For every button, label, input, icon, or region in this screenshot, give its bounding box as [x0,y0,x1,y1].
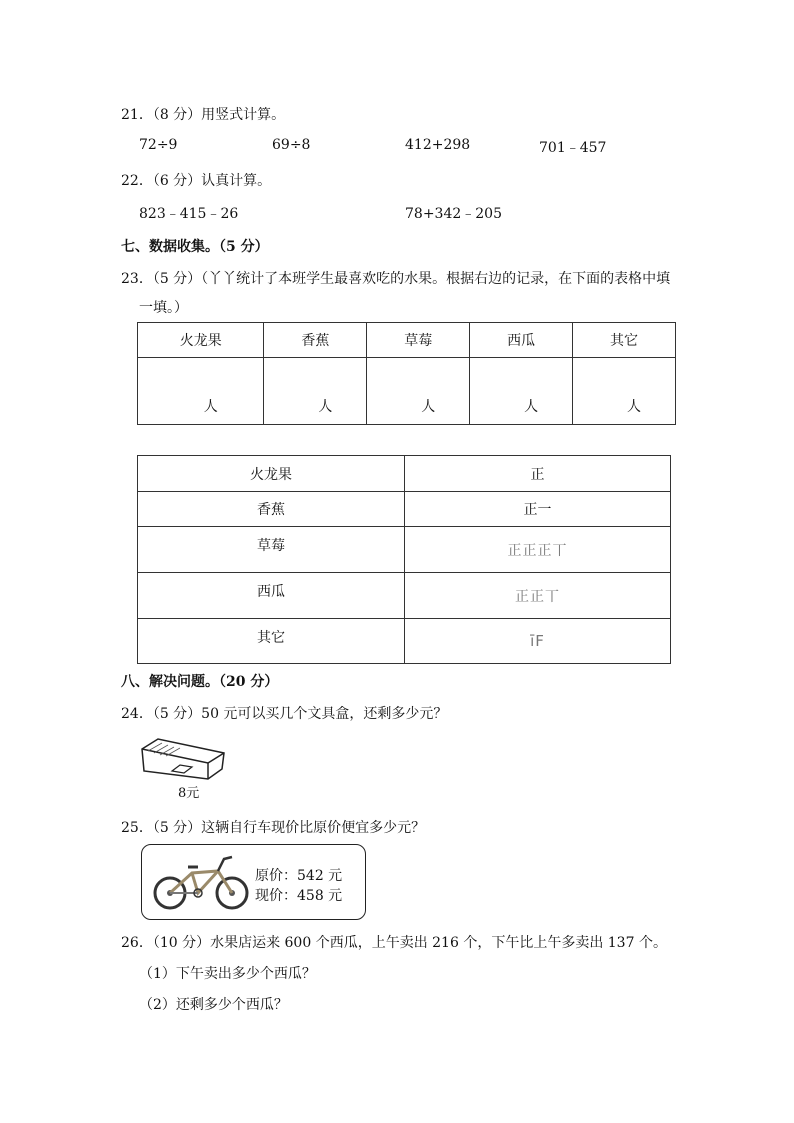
answer-cell[interactable] [367,358,470,425]
q24-title: 24．（5 分）50 元可以买几个文具盒，还剩多少元？ [121,706,448,722]
section-8-heading: 八、解决问题。（20 分） [121,674,279,690]
tally-fruit: 火龙果 [138,456,405,492]
tally-marks: īF [405,619,671,664]
header-banana: 香蕉 [264,323,367,358]
tally-fruit: 西瓜 [138,573,405,619]
q21-item-4: 701﹣457 [539,140,607,156]
tally-fruit: 草莓 [138,527,405,573]
tally-table [137,455,671,664]
unit-label: 人 [627,399,642,415]
q21-title: 21．（8 分）用竖式计算。 [121,107,286,123]
q22-title: 22．（6 分）认真计算。 [121,173,272,189]
q22-item-1: 823﹣415﹣26 [139,206,239,222]
q21-item-1: 72÷9 [139,137,178,153]
q25-title: 25．（5 分）这辆自行车现价比原价便宜多少元？ [121,820,426,836]
header-other: 其它 [573,323,676,358]
q22-item-2: 78+342﹣205 [405,206,502,222]
answer-cell[interactable] [573,358,676,425]
answer-table [137,322,676,425]
tally-marks: 正正正丅 [405,527,671,573]
section-7-heading: 七、数据收集。（5 分） [121,239,269,255]
bicycle-icon [152,851,250,911]
q26-title: 26．（10 分）水果店运来 600 个西瓜，上午卖出 216 个，下午比上午多卖出 137 个。 [121,935,667,951]
tally-marks: 正正丅 [405,573,671,619]
tally-fruit: 其它 [138,619,405,664]
unit-label: 人 [421,399,436,415]
header-strawberry: 草莓 [367,323,470,358]
pencil-box-icon [138,735,228,783]
header-dragonfruit: 火龙果 [138,323,264,358]
header-watermelon: 西瓜 [470,323,573,358]
q21-item-2: 69÷8 [272,137,311,153]
unit-label: 人 [524,399,539,415]
answer-cell[interactable] [264,358,367,425]
bicycle-price-box [141,844,366,920]
unit-label: 人 [318,399,333,415]
unit-label: 人 [203,399,218,415]
current-price: 现价：458 元 [255,888,343,904]
q23-line-1: 23．（5 分）（丫丫统计了本班学生最喜欢吃的水果。根据右边的记录，在下面的表格中填 [121,271,671,287]
q23-line-2: 一填。） [139,300,188,316]
original-price: 原价：542 元 [255,868,343,884]
answer-cell[interactable] [138,358,264,425]
tally-marks: 正一 [405,492,671,527]
answer-cell[interactable] [470,358,573,425]
tally-fruit: 香蕉 [138,492,405,527]
q21-item-3: 412+298 [405,137,471,153]
q26-sub-1: （1）下午卖出多少个西瓜？ [139,966,316,982]
pencil-box-price: 8元 [178,786,200,801]
tally-marks: 正 [405,456,671,492]
q26-sub-2: （2）还剩多少个西瓜？ [139,997,288,1013]
